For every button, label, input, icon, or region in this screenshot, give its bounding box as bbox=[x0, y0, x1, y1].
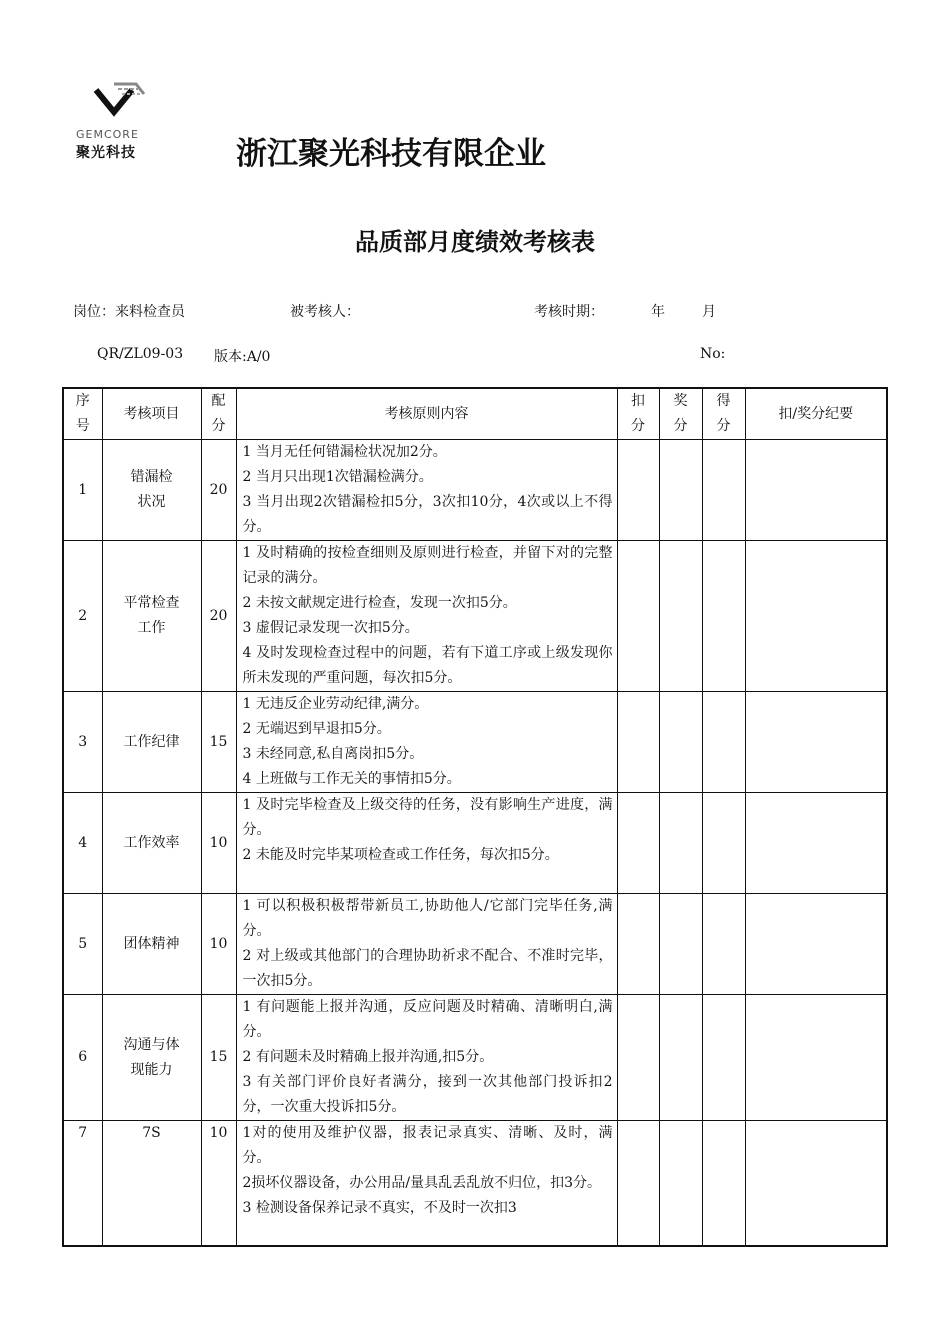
row-score: 10 bbox=[201, 793, 236, 894]
deduct-cell[interactable] bbox=[617, 793, 659, 894]
rule-line: 1 及时完毕检查及上级交待的任务，没有影响生产进度，满分。 bbox=[242, 797, 613, 838]
row-item: 工作效率 bbox=[102, 793, 201, 894]
deduct-cell[interactable] bbox=[617, 1121, 659, 1246]
row-number: 4 bbox=[63, 793, 102, 894]
got-cell[interactable] bbox=[702, 541, 745, 692]
table-row bbox=[63, 995, 887, 1121]
row-score: 15 bbox=[201, 692, 236, 793]
month-label: 月 bbox=[702, 304, 716, 320]
rule-line: 2 未按文献规定进行检查，发现一次扣5分。 bbox=[242, 595, 517, 611]
rule-line: 1 可以积极积极帮带新员工,协助他人/它部门完毕任务,满分。 bbox=[242, 898, 613, 939]
rule-line: 4 上班做与工作无关的事情扣5分。 bbox=[242, 771, 461, 787]
header-rule: 考核原则内容 bbox=[236, 388, 617, 440]
rule-line: 3 未经同意,私自离岗扣5分。 bbox=[242, 746, 424, 762]
row-number: 7 bbox=[63, 1121, 102, 1246]
got-cell[interactable] bbox=[702, 995, 745, 1121]
row-score: 10 bbox=[201, 894, 236, 995]
reward-cell[interactable] bbox=[659, 995, 702, 1121]
row-item: 错漏检状况 bbox=[102, 440, 201, 541]
form-version: 版本:A/0 bbox=[214, 349, 271, 365]
row-number: 5 bbox=[63, 894, 102, 995]
row-rules bbox=[236, 541, 617, 692]
year-label: 年 bbox=[651, 304, 665, 320]
form-code: QR/ZL09-03 bbox=[97, 346, 184, 362]
got-cell[interactable] bbox=[702, 692, 745, 793]
record-cell[interactable] bbox=[745, 1121, 887, 1246]
got-cell[interactable] bbox=[702, 793, 745, 894]
got-cell[interactable] bbox=[702, 894, 745, 995]
row-item: 7S bbox=[102, 1121, 201, 1246]
rule-line: 2 对上级或其他部门的合理协助祈求不配合、不准时完毕，一次扣5分。 bbox=[242, 948, 613, 989]
position-label: 岗位：来料检查员 bbox=[73, 304, 185, 320]
record-cell[interactable] bbox=[745, 995, 887, 1121]
assessment-table bbox=[62, 387, 888, 1247]
rule-line: 4 及时发现检查过程中的问题，若有下道工序或上级发现你所未发现的严重问题，每次扣5分。 bbox=[242, 645, 613, 686]
logo-english-text: GEMCORE bbox=[76, 128, 139, 141]
header-got: 得分 bbox=[702, 388, 745, 440]
rule-line: 2 有问题未及时精确上报并沟通,扣5分。 bbox=[242, 1049, 494, 1065]
company-logo bbox=[70, 80, 170, 160]
rule-line: 1对的使用及维护仪器，报表记录真实、清晰、及时，满分。 bbox=[242, 1125, 613, 1166]
table-header-row bbox=[63, 388, 887, 440]
record-cell[interactable] bbox=[745, 793, 887, 894]
rule-line: 3 虚假记录发现一次扣5分。 bbox=[242, 620, 419, 636]
period-label: 考核时期： bbox=[534, 304, 604, 320]
rule-line: 1 有问题能上报并沟通，反应问题及时精确、清晰明白,满分。 bbox=[242, 999, 613, 1040]
record-cell[interactable] bbox=[745, 692, 887, 793]
table-row bbox=[63, 1121, 887, 1246]
reward-cell[interactable] bbox=[659, 793, 702, 894]
row-number: 1 bbox=[63, 440, 102, 541]
company-name: 浙江聚光科技有限企业 bbox=[236, 136, 546, 172]
header-item: 考核项目 bbox=[102, 388, 201, 440]
row-rules bbox=[236, 995, 617, 1121]
table-row bbox=[63, 440, 887, 541]
deduct-cell[interactable] bbox=[617, 692, 659, 793]
logo-chinese-text: 聚光科技 bbox=[76, 145, 136, 161]
header-deduct: 扣分 bbox=[617, 388, 659, 440]
deduct-cell[interactable] bbox=[617, 995, 659, 1121]
row-item: 工作纪律 bbox=[102, 692, 201, 793]
rule-line: 1 当月无任何错漏检状况加2分。 bbox=[242, 444, 447, 460]
deduct-cell[interactable] bbox=[617, 541, 659, 692]
got-cell[interactable] bbox=[702, 1121, 745, 1246]
row-item: 沟通与体现能力 bbox=[102, 995, 201, 1121]
reward-cell[interactable] bbox=[659, 894, 702, 995]
record-cell[interactable] bbox=[745, 440, 887, 541]
row-rules bbox=[236, 440, 617, 541]
header-score: 配分 bbox=[201, 388, 236, 440]
table-row bbox=[63, 541, 887, 692]
got-cell[interactable] bbox=[702, 440, 745, 541]
table-row bbox=[63, 894, 887, 995]
assessee-label: 被考核人： bbox=[290, 304, 360, 320]
row-rules bbox=[236, 793, 617, 894]
record-cell[interactable] bbox=[745, 541, 887, 692]
table-row bbox=[63, 793, 887, 894]
deduct-cell[interactable] bbox=[617, 894, 659, 995]
row-item: 团体精神 bbox=[102, 894, 201, 995]
row-rules bbox=[236, 1121, 617, 1246]
row-rules bbox=[236, 692, 617, 793]
table-row bbox=[63, 692, 887, 793]
row-number: 2 bbox=[63, 541, 102, 692]
row-score: 20 bbox=[201, 541, 236, 692]
rule-line: 1 无违反企业劳动纪律,满分。 bbox=[242, 696, 429, 712]
record-cell[interactable] bbox=[745, 894, 887, 995]
header-record: 扣/奖分纪要 bbox=[745, 388, 887, 440]
rule-line: 3 检测设备保养记录不真实，不及时一次扣3 bbox=[242, 1200, 517, 1216]
form-number-label: No: bbox=[700, 346, 726, 362]
reward-cell[interactable] bbox=[659, 440, 702, 541]
row-score: 10 bbox=[201, 1121, 236, 1246]
rule-line: 3 当月出现2次错漏检扣5分，3次扣10分，4次或以上不得分。 bbox=[242, 494, 613, 535]
header-seq: 序号 bbox=[63, 388, 102, 440]
reward-cell[interactable] bbox=[659, 1121, 702, 1246]
row-score: 20 bbox=[201, 440, 236, 541]
form-title: 品质部月度绩效考核表 bbox=[355, 228, 595, 256]
reward-cell[interactable] bbox=[659, 692, 702, 793]
rule-line: 3 有关部门评价良好者满分，接到一次其他部门投诉扣2分，一次重大投诉扣5分。 bbox=[242, 1074, 613, 1115]
gemcore-logo-icon bbox=[92, 80, 148, 128]
row-item: 平常检查工作 bbox=[102, 541, 201, 692]
row-number: 6 bbox=[63, 995, 102, 1121]
deduct-cell[interactable] bbox=[617, 440, 659, 541]
row-score: 15 bbox=[201, 995, 236, 1121]
header-reward: 奖分 bbox=[659, 388, 702, 440]
row-number: 3 bbox=[63, 692, 102, 793]
row-rules bbox=[236, 894, 617, 995]
rule-line: 2 当月只出现1次错漏检满分。 bbox=[242, 469, 433, 485]
rule-line: 2损坏仪器设备，办公用品/量具乱丢乱放不归位，扣3分。 bbox=[242, 1175, 602, 1191]
rule-line: 2 无端迟到早退扣5分。 bbox=[242, 721, 391, 737]
reward-cell[interactable] bbox=[659, 541, 702, 692]
rule-line: 1 及时精确的按检查细则及原则进行检查，并留下对的完整记录的满分。 bbox=[242, 545, 613, 586]
rule-line: 2 未能及时完毕某项检查或工作任务，每次扣5分。 bbox=[242, 847, 559, 863]
